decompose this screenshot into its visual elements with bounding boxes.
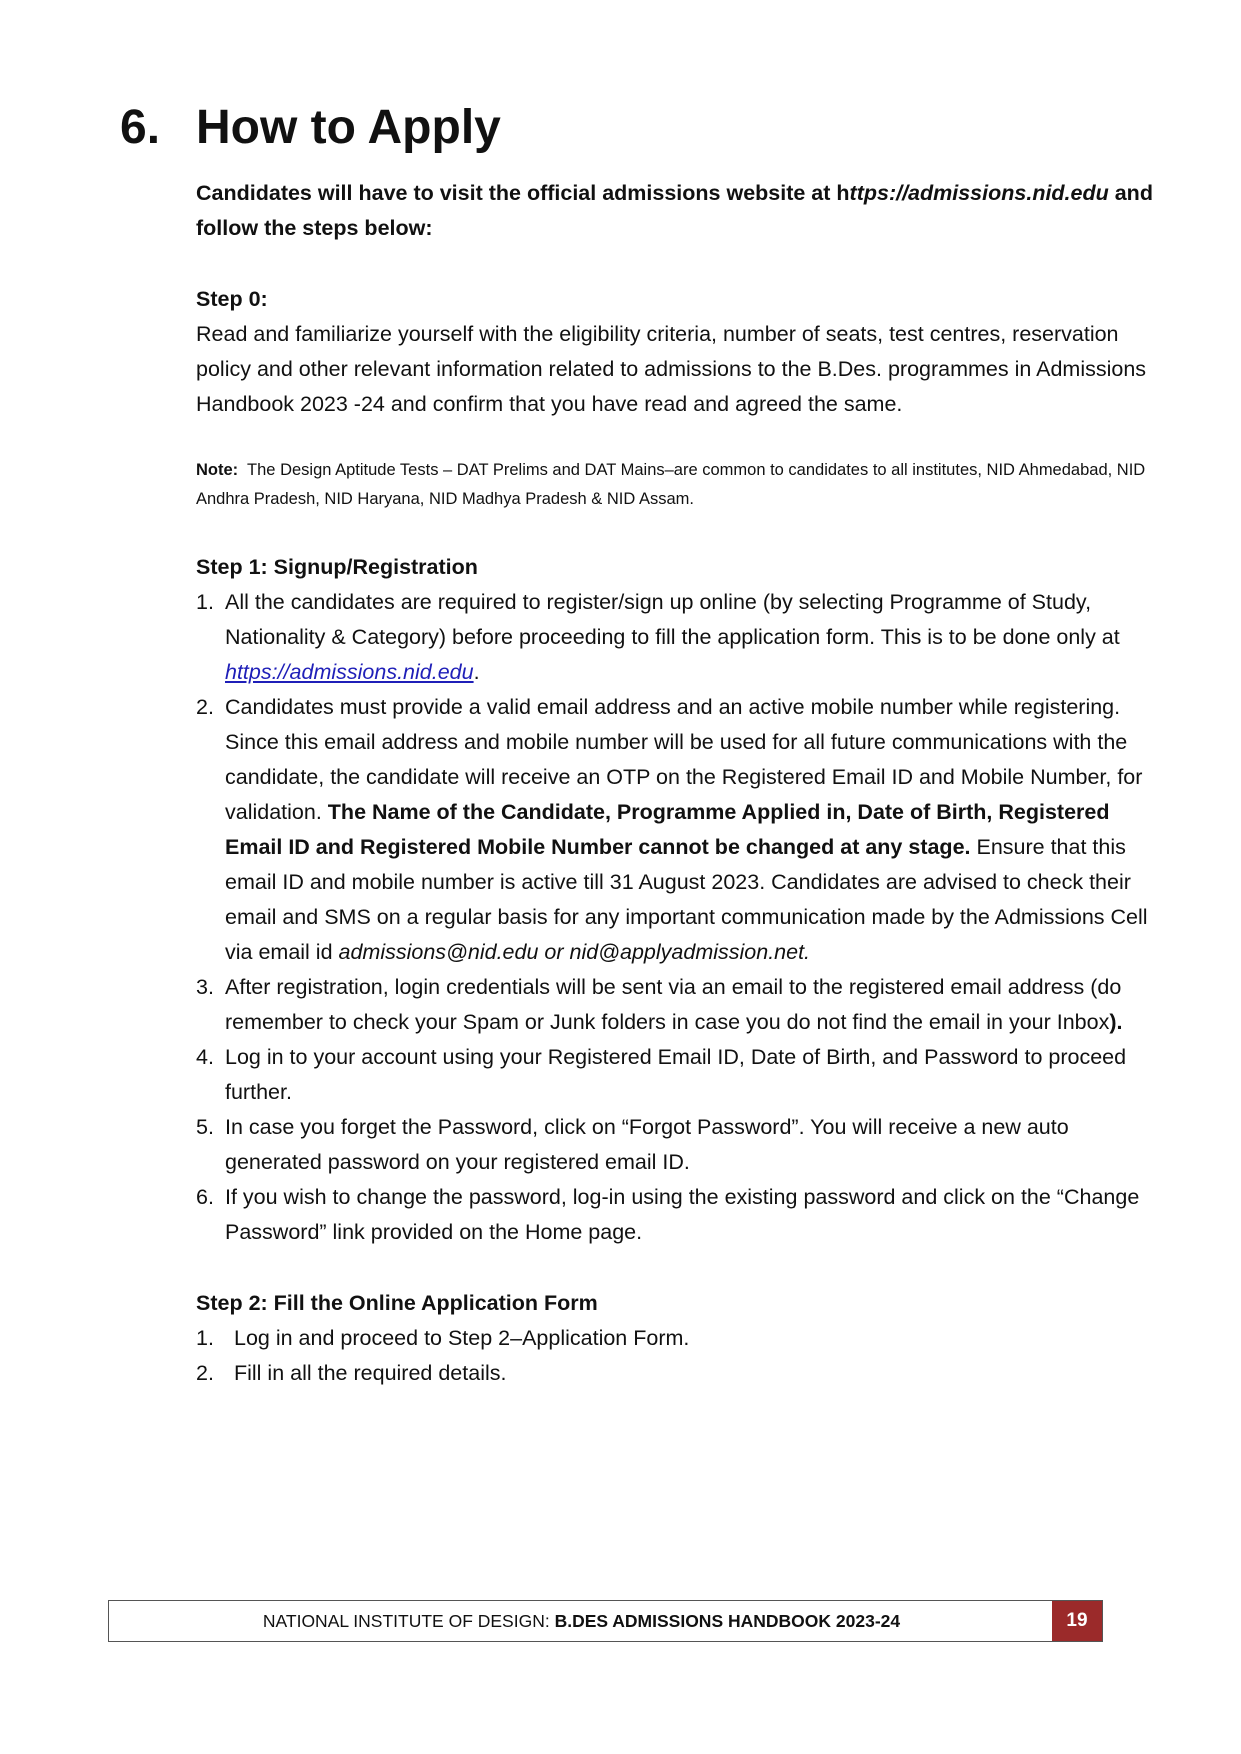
- list-item: [196, 585, 1158, 690]
- intro-text: Candidates will have to visit the official admissions website at h: [196, 181, 850, 205]
- list-item-number: 6.: [196, 1185, 214, 1209]
- note-label: Note:: [196, 461, 239, 479]
- intro-text-end: and follow the steps below:: [196, 181, 1153, 240]
- list-item-number: 2.: [196, 695, 214, 719]
- list-item-text: Log in and proceed to Step 2–Application Form.: [234, 1326, 690, 1350]
- intro-paragraph: [196, 176, 1158, 246]
- list-item-number: 5.: [196, 1115, 214, 1139]
- list-item: [196, 1180, 1158, 1250]
- list-item-number: 1.: [196, 1326, 214, 1350]
- list-item-number: 3.: [196, 975, 214, 999]
- step0-text: Read and familiarize yourself with the eligibility criteria, number of seats, test centres, reservation policy and other relevant information related to admissions to the B.Des. programmes in Admissions Handbook 2023 -24 and confirm that you have read and agreed the same.: [196, 322, 1147, 416]
- list-item-number: 4.: [196, 1045, 214, 1069]
- page-number: 19: [1052, 1601, 1102, 1641]
- step0-title: Step 0:: [196, 287, 268, 311]
- list-item-bold: ).: [1109, 1010, 1123, 1034]
- list-item-text: Fill in all the required details.: [234, 1361, 507, 1385]
- list-item: [196, 1321, 1158, 1356]
- step0-note: [196, 456, 1158, 514]
- list-item: [196, 970, 1158, 1040]
- note-text: The Design Aptitude Tests – DAT Prelims and DAT Mains–are common to candidates to all institutes, NID Ahmedabad, NID Andhra Pradesh, NID Haryana, NID Madhya Pradesh & NID Assam.: [196, 461, 1146, 508]
- step1-title: Step 1: Signup/Registration: [196, 555, 478, 579]
- list-item: [196, 690, 1158, 970]
- page-content: [196, 176, 1158, 1391]
- step2-list: [196, 1321, 1158, 1391]
- section-heading: [120, 101, 501, 154]
- list-item-number: 1.: [196, 590, 214, 614]
- page-footer: [108, 1600, 1103, 1642]
- list-item-emails: admissions@nid.edu or nid@applyadmission.net.: [338, 940, 811, 964]
- footer-handbook-title: B.DES ADMISSIONS HANDBOOK 2023-24: [554, 1611, 901, 1631]
- list-item: [196, 1356, 1158, 1391]
- list-item-number: 2.: [196, 1361, 214, 1385]
- list-item-text: Candidates must provide a valid email address and an active mobile number while registering. Since this email address and mobile number will be used for all future communications with the candidate, the candidate will receive an OTP on the Registered Email ID and Mobile Number, for validation.: [225, 695, 1143, 824]
- step1-list: [196, 585, 1158, 1250]
- list-item-text: In case you forget the Password, click on “Forgot Password”. You will receive a new auto generated password on your registered email ID.: [225, 1115, 1069, 1174]
- list-item-bold: The Name of the Candidate, Programme Applied in, Date of Birth, Registered Email ID and Registered Mobile Number cannot be changed at any stage.: [225, 800, 1110, 859]
- intro-url: ttps://admissions.nid.edu: [849, 181, 1109, 205]
- section-number: 6.: [120, 101, 161, 154]
- list-item-text: If you wish to change the password, log-in using the existing password and click on the “Change Password” link provided on the Home page.: [225, 1185, 1140, 1244]
- footer-prefix: NATIONAL INSTITUTE OF DESIGN:: [262, 1611, 555, 1631]
- list-item-text: Ensure that this email ID and mobile number is active till 31 August 2023. Candidates are advised to check their email and SMS on a regular basis for any important communication made by the Admissions Cell via email id: [225, 835, 1148, 964]
- list-item-text: .: [473, 660, 480, 684]
- list-item-text: All the candidates are required to register/sign up online (by selecting Programme of Study, Nationality & Category) before proceeding to fill the application form. This is to be done only at: [225, 590, 1120, 649]
- section-title: How to Apply: [196, 101, 501, 154]
- list-item: [196, 1110, 1158, 1180]
- list-item-text: After registration, login credentials will be sent via an email to the registered email address (do remember to check your Spam or Junk folders in case you do not find the email in your Inbox: [225, 975, 1122, 1034]
- footer-title: [109, 1601, 1054, 1641]
- list-item: [196, 1040, 1158, 1110]
- admissions-link[interactable]: https://admissions.nid.edu: [225, 660, 474, 684]
- list-item-text: Log in to your account using your Registered Email ID, Date of Birth, and Password to proceed further.: [225, 1045, 1127, 1104]
- step2-title: Step 2: Fill the Online Application Form: [196, 1291, 598, 1315]
